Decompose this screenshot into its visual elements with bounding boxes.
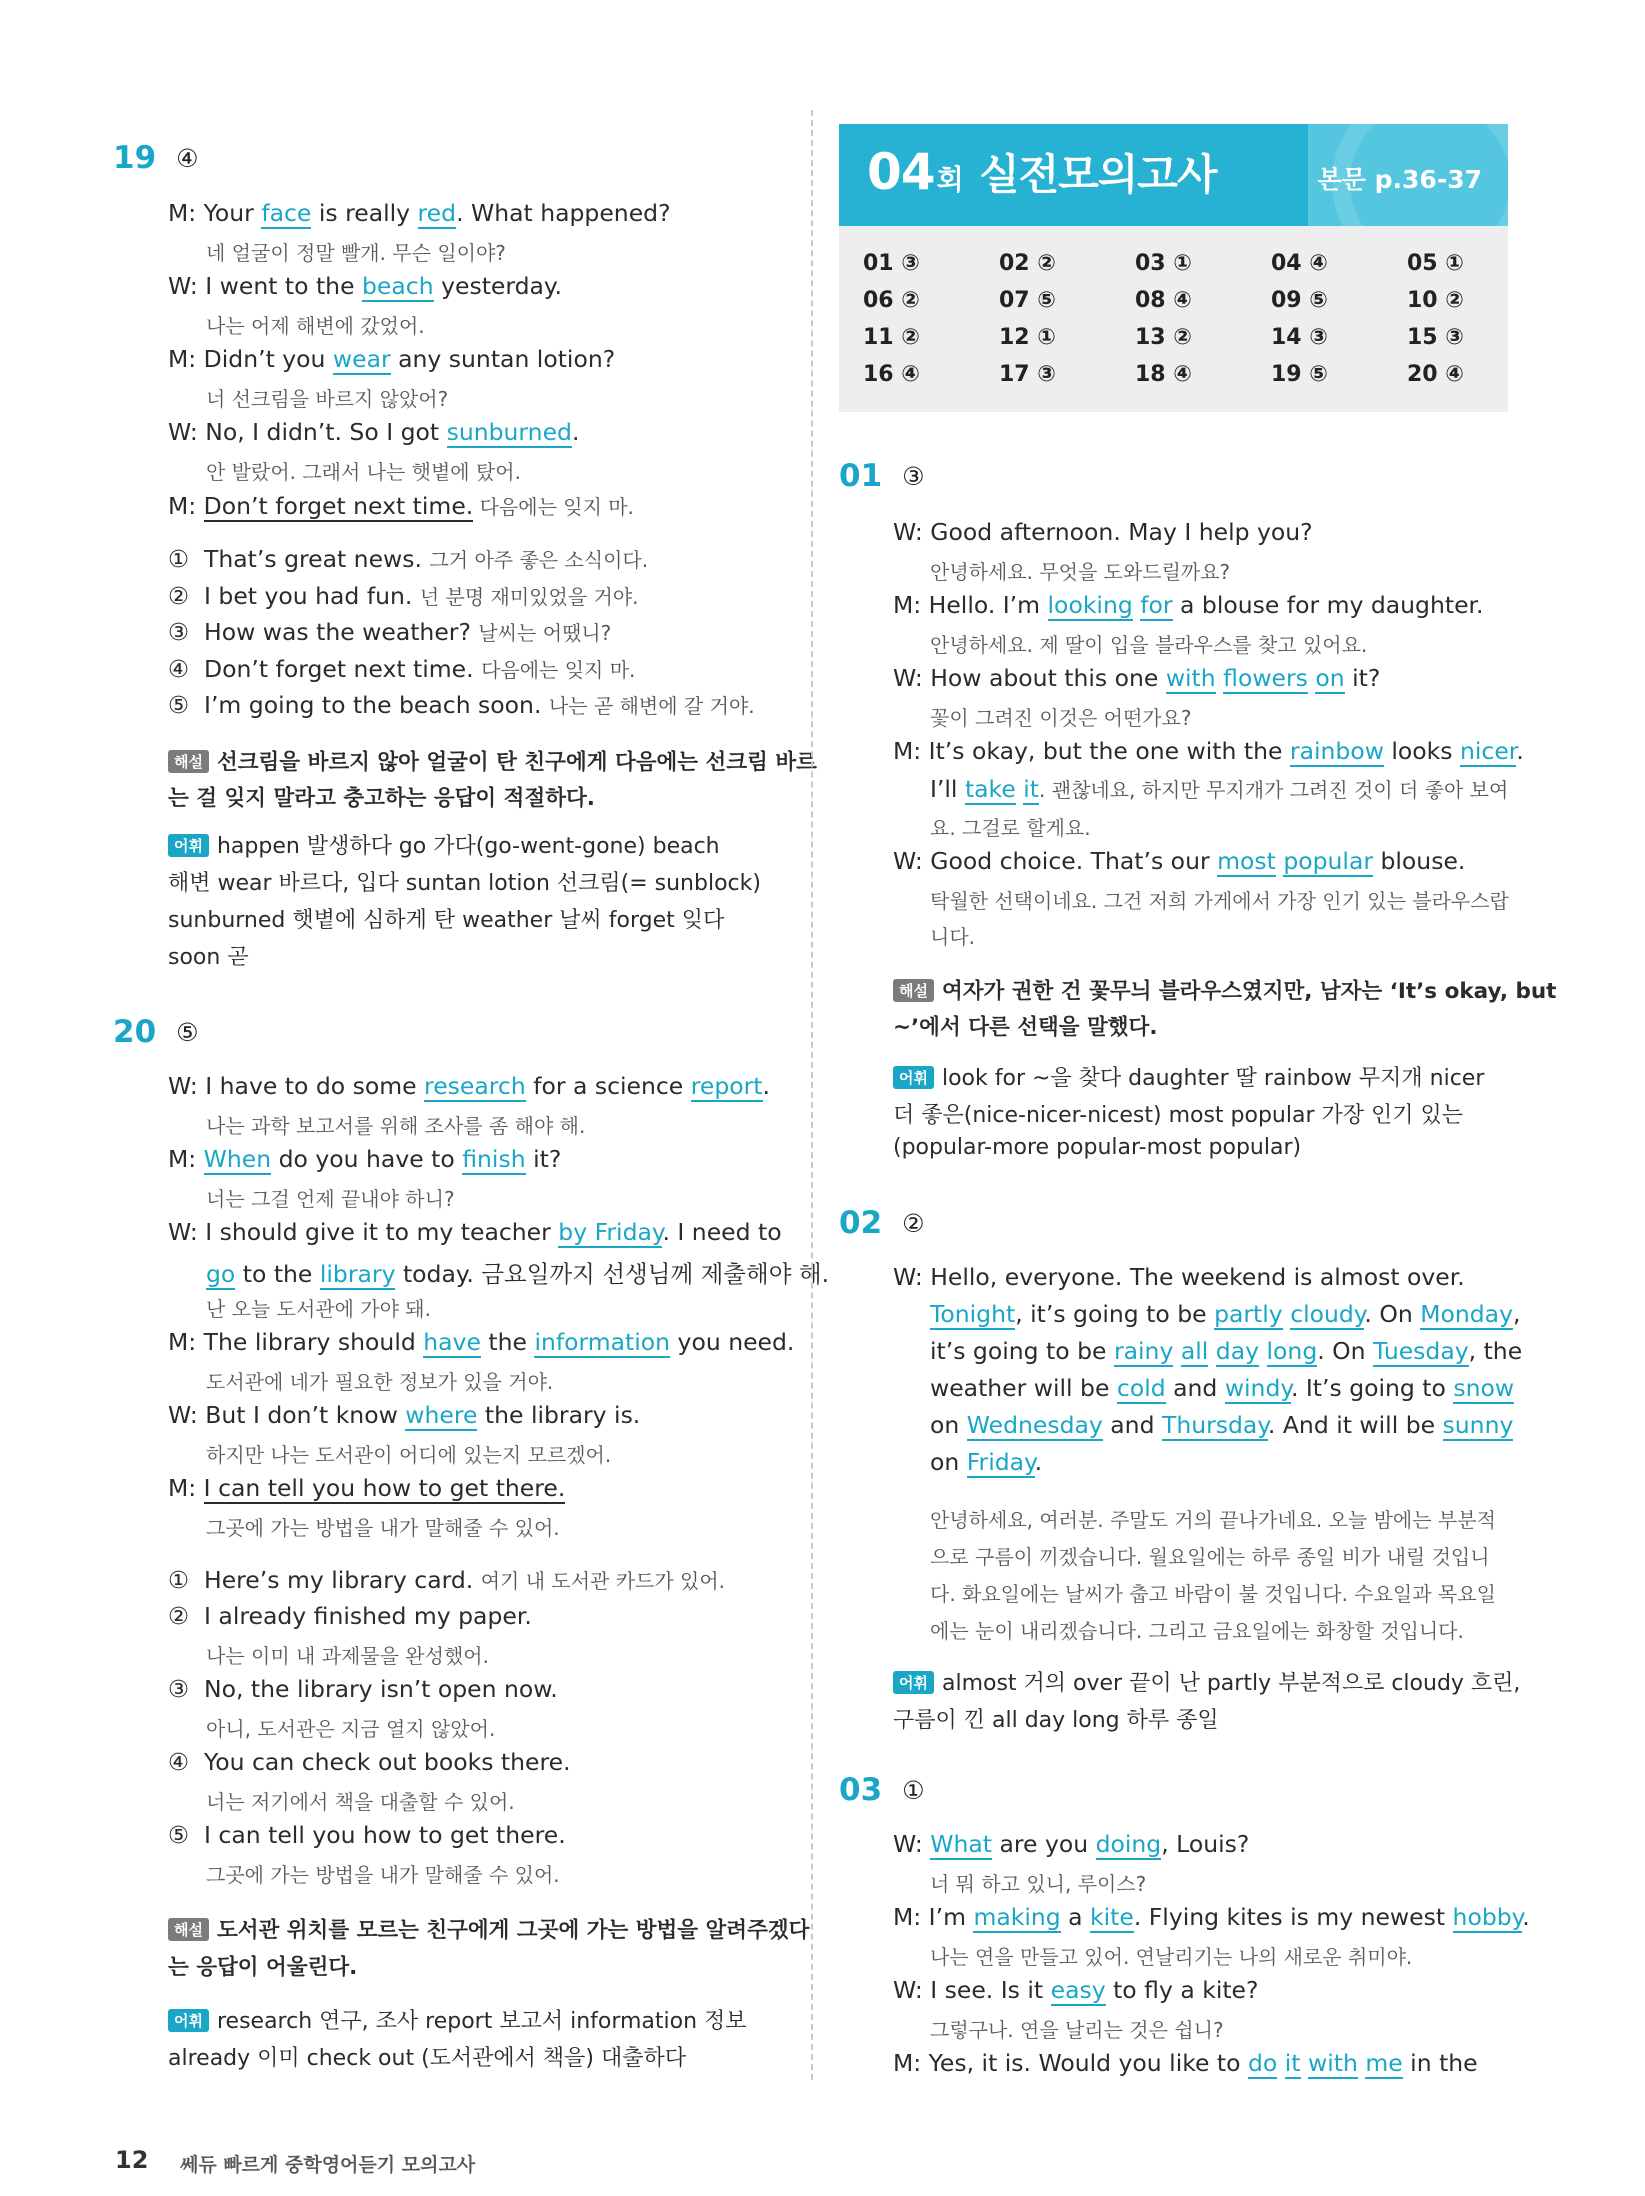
answer-key-item: 03 ① [1135,251,1192,276]
question-02-header [839,1205,925,1241]
translation-line: 니다. [930,925,975,949]
translation-line: 꽃이 그려진 이것은 어떤가요? [930,706,1192,730]
vocabulary-badge: 어휘 [168,2009,209,2032]
vocabulary: (popular-more popular-most popular) [893,1135,1302,1160]
answer-key-item: 16 ④ [863,362,920,387]
translation-line: 으로 구름이 끼겠습니다. 월요일에는 하루 종일 비가 내릴 것입니 [930,1545,1490,1569]
page-reference: 본문 p.36-37 [1317,165,1482,194]
dialogue-line: W: Hello, everyone. The weekend is almost over. [893,1263,1465,1291]
dialogue-line: go to the library today. 금요일까지 선생님께 제출해야 해. [206,1260,830,1288]
question-number: 20 [113,1014,157,1050]
answer-key-item: 13 ② [1135,325,1192,350]
question-answer: ⑤ [176,1017,199,1047]
dialogue-line: M: The library should have the information you need. [168,1328,795,1356]
answer-key-item: 08 ④ [1135,288,1192,313]
translation-line: 도서관에 네가 필요한 정보가 있을 거야. [206,1370,554,1394]
option-item: ② I bet you had fun. 넌 분명 재미있었을 거야. [168,582,639,610]
translation-line: 그곳에 가는 방법을 내가 말해줄 수 있어. [206,1516,560,1540]
test-title-banner [839,124,1508,226]
vocabulary-badge: 어휘 [893,1066,934,1089]
question-number: 01 [839,458,883,494]
answer-key-item: 04 ④ [1271,251,1328,276]
option-item: ① Here’s my library card. 여기 내 도서관 카드가 있어. [168,1566,726,1594]
answer-key-item: 17 ③ [999,362,1056,387]
translation-line: 그렇구나. 연을 날리는 것은 쉽니? [930,2018,1224,2042]
option-item: ③ No, the library isn’t open now. [168,1675,558,1703]
translation-line: 안녕하세요. 제 딸이 입을 블라우스를 찾고 있어요. [930,633,1368,657]
option-item: ④ You can check out books there. [168,1748,571,1776]
translation-line: 난 오늘 도서관에 가야 돼. [206,1297,431,1321]
dialogue-line: M: Your face is really red. What happened? [168,199,671,227]
dialogue-line: Tonight, it’s going to be partly cloudy. On Monday, [930,1300,1521,1328]
translation-line: 네 얼굴이 정말 빨개. 무슨 일이야? [206,241,506,265]
explanation: 해설 도서관 위치를 모르는 친구에게 그곳에 가는 방법을 알려주겠다 [168,1913,809,1944]
dialogue-line: M: I can tell you how to get there. [168,1474,566,1502]
dialogue-line: M: When do you have to finish it? [168,1145,562,1173]
dialogue-line: on Friday. [930,1448,1043,1476]
vocabulary: 구름이 낀 all day long 하루 종일 [893,1708,1219,1733]
question-01-header [839,458,925,494]
option-item: ① That’s great news. 그거 아주 좋은 소식이다. [168,545,649,573]
explanation: ~’에서 다른 선택을 말했다. [893,1015,1158,1040]
option-translation: 너는 저기에서 책을 대출할 수 있어. [206,1790,515,1814]
translation-line: 탁월한 선택이네요. 그건 저희 가게에서 가장 인기 있는 블라우스랍 [930,889,1509,913]
vocabulary-badge: 어휘 [168,834,209,857]
answer-key-item: 02 ② [999,251,1056,276]
question-answer: ② [902,1208,925,1238]
option-item: ⑤ I can tell you how to get there. [168,1821,566,1849]
dialogue-line: M: Didn’t you wear any suntan lotion? [168,345,616,373]
vocabulary: 어휘 happen 발생하다 go 가다(go-went-gone) beach [168,829,720,860]
answer-key-item: 07 ⑤ [999,288,1056,313]
dialogue-line: M: Hello. I’m looking for a blouse for my daughter. [893,591,1484,619]
page-number: 12 [115,2146,149,2174]
answer-key-item: 12 ① [999,325,1056,350]
answer-key-item: 20 ④ [1407,362,1464,387]
translation-line: 너 뭐 하고 있니, 루이스? [930,1872,1147,1896]
vocabulary-badge: 어휘 [893,1671,934,1694]
question-19-header [113,140,199,176]
answer-key-item: 18 ④ [1135,362,1192,387]
answer-key-item: 01 ③ [863,251,920,276]
dialogue-line: M: Yes, it is. Would you like to do it with me in the [893,2049,1478,2077]
question-answer: ③ [902,461,925,491]
dialogue-line: M: Don’t forget next time. 다음에는 잊지 마. [168,492,634,520]
option-translation: 나는 이미 내 과제물을 완성했어. [206,1644,489,1668]
dialogue-line: W: I went to the beach yesterday. [168,272,562,300]
explanation: 해설 여자가 권한 건 꽃무늬 블라우스였지만, 남자는 ‘It’s okay, but [893,974,1556,1005]
column-divider [811,110,813,2080]
question-number: 03 [839,1772,883,1808]
translation-line: 너는 그걸 언제 끝내야 하니? [206,1187,455,1211]
vocabulary: 더 좋은(nice-nicer-nicest) most popular 가장 인기 있는 [893,1103,1464,1128]
explanation-badge: 해설 [893,979,934,1002]
dialogue-line: W: I should give it to my teacher by Friday. I need to [168,1218,782,1246]
option-translation: 아니, 도서관은 지금 열지 않았어. [206,1717,496,1741]
vocabulary: already 이미 check out (도서관에서 책을) 대출하다 [168,2046,686,2071]
answer-key-item: 06 ② [863,288,920,313]
explanation: 는 걸 잊지 말라고 충고하는 응답이 적절하다. [168,786,595,811]
dialogue-line: W: Good choice. That’s our most popular blouse. [893,847,1466,875]
option-item: ③ How was the weather? 날씨는 어땠니? [168,618,612,646]
translation-line: 나는 연을 만들고 있어. 연날리기는 나의 새로운 취미야. [930,1945,1413,1969]
answer-key-item: 11 ② [863,325,920,350]
answer-key-item: 10 ② [1407,288,1464,313]
translation-line: 에는 눈이 내리겠습니다. 그리고 금요일에는 화창할 것입니다. [930,1619,1464,1643]
vocabulary: 해변 wear 바르다, 입다 suntan lotion 선크림(= sunblock) [168,871,761,896]
question-number: 02 [839,1205,883,1241]
book-title: 쎄듀 빠르게 중학영어듣기 모의고사 [180,2154,476,2176]
explanation: 해설 선크림을 바르지 않아 얼굴이 탄 친구에게 다음에는 선크림 바르 [168,745,817,776]
translation-line: 너 선크림을 바르지 않았어? [206,387,449,411]
dialogue-line: W: Good afternoon. May I help you? [893,518,1313,546]
translation-line: 요. 그걸로 할게요. [930,816,1091,840]
vocabulary: 어휘 look for ~을 찾다 daughter 딸 rainbow 무지개 nicer [893,1061,1484,1092]
dialogue-line: it’s going to be rainy all day long. On Tuesday, the [930,1337,1523,1365]
translation-line: 안 발랐어. 그래서 나는 햇볕에 탔어. [206,460,521,484]
translation-line: 나는 어제 해변에 갔었어. [206,314,425,338]
answer-key-item: 15 ③ [1407,325,1464,350]
option-item: ⑤ I’m going to the beach soon. 나는 곧 해변에 갈 거야. [168,691,755,719]
question-answer: ① [902,1775,925,1805]
question-03-header [839,1772,925,1808]
translation-line: 나는 과학 보고서를 위해 조사를 좀 해야 해. [206,1114,586,1138]
question-20-header [113,1014,199,1050]
translation-line: 안녕하세요. 무엇을 도와드릴까요? [930,560,1231,584]
answer-key-item: 05 ① [1407,251,1464,276]
option-item: ④ Don’t forget next time. 다음에는 잊지 마. [168,655,636,683]
explanation: 는 응답이 어울린다. [168,1955,358,1980]
option-item: ② I already finished my paper. [168,1602,532,1630]
dialogue-line: W: But I don’t know where the library is. [168,1401,641,1429]
explanation-badge: 해설 [168,1918,209,1941]
answer-key-table [839,226,1508,412]
vocabulary: 어휘 almost 거의 over 끝이 난 partly 부분적으로 cloudy 흐린, [893,1666,1520,1697]
explanation-badge: 해설 [168,750,209,773]
dialogue-line: W: I see. Is it easy to fly a kite? [893,1976,1259,2004]
dialogue-line: W: I have to do some research for a science report. [168,1072,771,1100]
test-title: 04회 실전모의고사 [867,143,1217,201]
answer-key-item: 14 ③ [1271,325,1328,350]
translation-line: 다. 화요일에는 날씨가 춥고 바람이 불 것입니다. 수요일과 목요일 [930,1582,1496,1606]
dialogue-line: M: It’s okay, but the one with the rainbow looks nicer. [893,737,1524,765]
question-number: 19 [113,140,157,176]
option-translation: 그곳에 가는 방법을 내가 말해줄 수 있어. [206,1863,560,1887]
answer-key-item: 19 ⑤ [1271,362,1328,387]
dialogue-line: M: I’m making a kite. Flying kites is my newest hobby. [893,1903,1530,1931]
dialogue-line: W: What are you doing, Louis? [893,1830,1250,1858]
dialogue-line: W: How about this one with flowers on it? [893,664,1381,692]
answer-key-item: 09 ⑤ [1271,288,1328,313]
translation-line: 하지만 나는 도서관이 어디에 있는지 모르겠어. [206,1443,612,1467]
vocabulary: sunburned 햇볕에 심하게 탄 weather 날씨 forget 잊다 [168,908,725,933]
dialogue-line: W: No, I didn’t. So I got sunburned. [168,418,580,446]
question-answer: ④ [176,143,199,173]
vocabulary: soon 곧 [168,945,249,970]
translation-line: 안녕하세요, 여러분. 주말도 거의 끝나가네요. 오늘 밤에는 부분적 [930,1508,1496,1532]
dialogue-line: I’ll take it. 괜찮네요, 하지만 무지개가 그려진 것이 더 좋아 보여 [930,775,1509,803]
vocabulary: 어휘 research 연구, 조사 report 보고서 information 정보 [168,2004,747,2035]
dialogue-line: on Wednesday and Thursday. And it will be sunny [930,1411,1514,1439]
dialogue-line: weather will be cold and windy. It’s going to snow [930,1374,1515,1402]
